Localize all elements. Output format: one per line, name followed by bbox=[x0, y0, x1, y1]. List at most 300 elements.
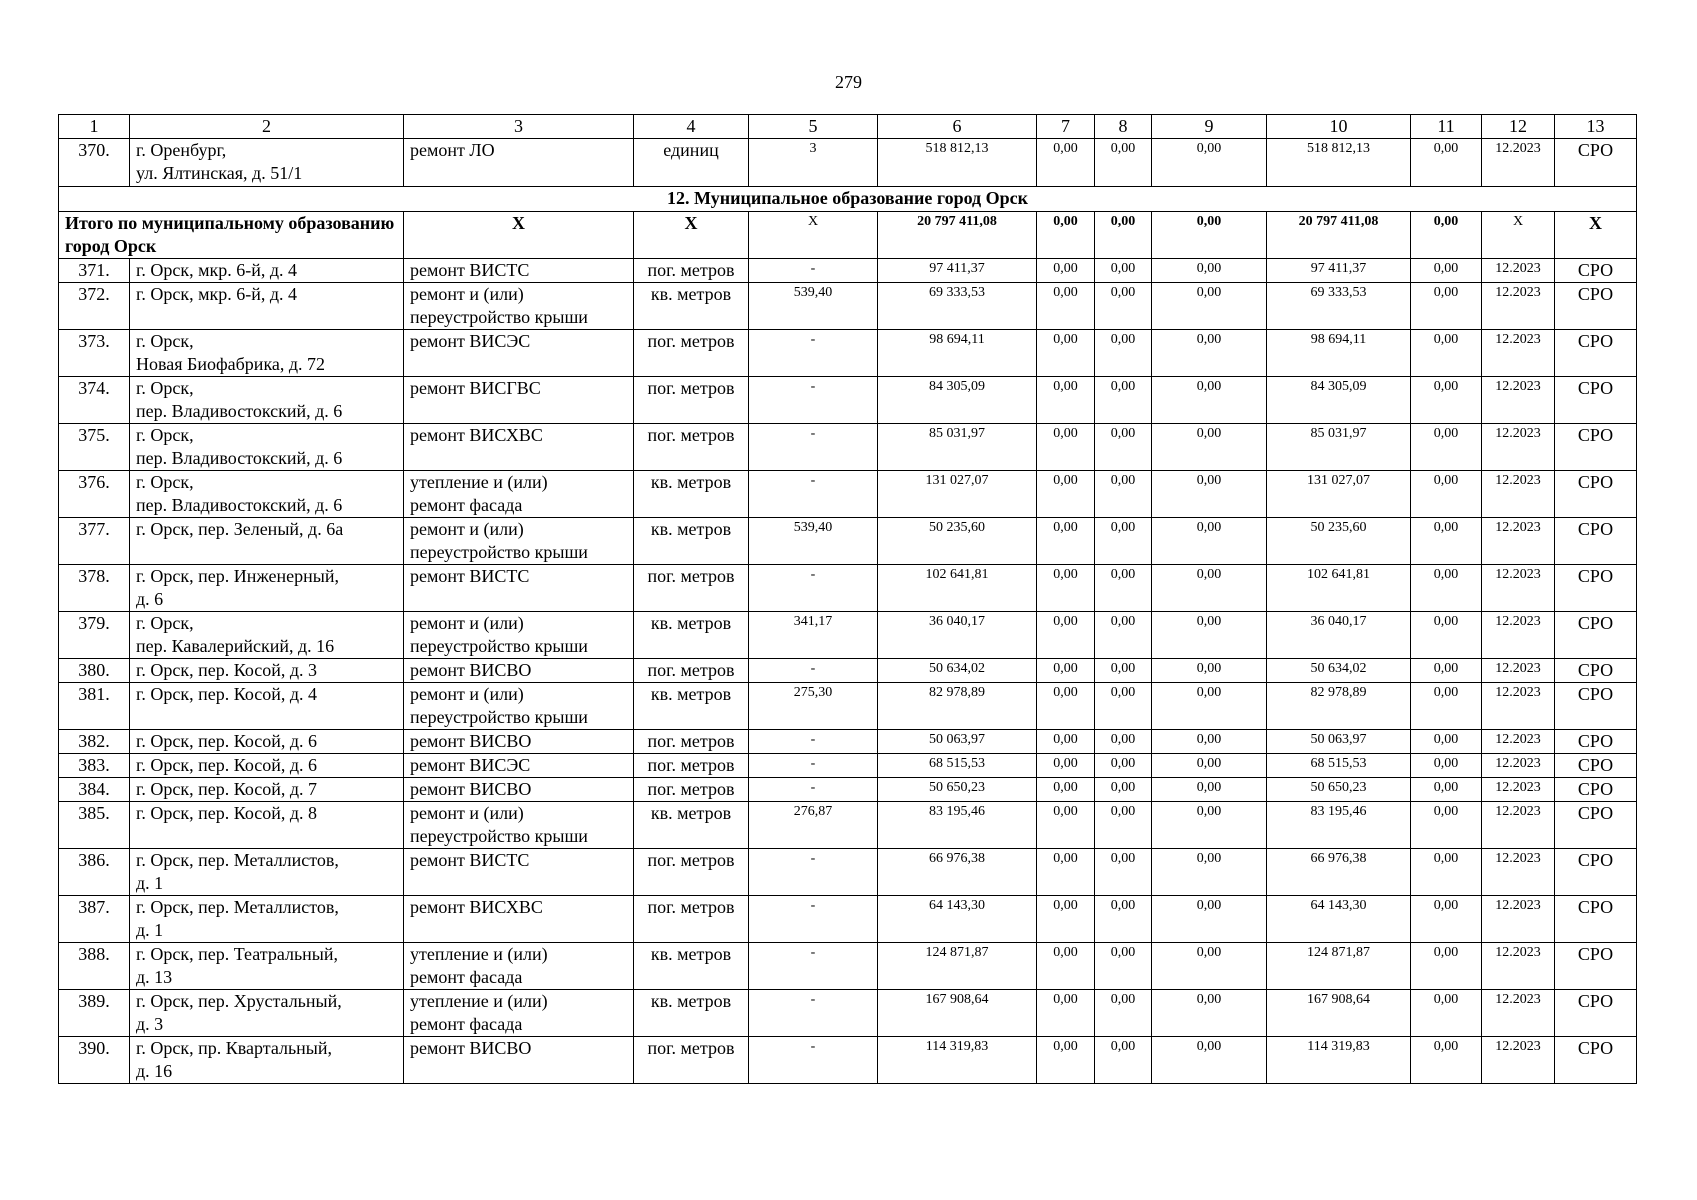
cost-total-cell: 97 411,37 bbox=[878, 259, 1037, 283]
work-type-cell: ремонт ВИСВО bbox=[404, 730, 634, 754]
quantity-cell: 276,87 bbox=[749, 802, 878, 849]
cost-cell: 0,00 bbox=[1411, 283, 1482, 330]
unit-cell: пог. метров bbox=[634, 1037, 749, 1084]
cost-cell: 0,00 bbox=[1037, 139, 1095, 187]
cost-cell: 85 031,97 bbox=[1267, 424, 1411, 471]
cost-cell: 0,00 bbox=[1411, 259, 1482, 283]
total-label: Итого по муниципальному образованию город Орск bbox=[59, 212, 404, 259]
completion-date-cell: 12.2023 bbox=[1482, 943, 1555, 990]
completion-date-cell: 12.2023 bbox=[1482, 802, 1555, 849]
cost-cell: 0,00 bbox=[1152, 896, 1267, 943]
row-index: 373. bbox=[59, 330, 130, 377]
total-cell: 0,00 bbox=[1411, 212, 1482, 259]
work-type-cell: ремонт и (или) переустройство крыши bbox=[404, 612, 634, 659]
cost-cell: 0,00 bbox=[1411, 330, 1482, 377]
quantity-cell: 275,30 bbox=[749, 683, 878, 730]
cost-cell: 0,00 bbox=[1037, 849, 1095, 896]
cost-total-cell: 66 976,38 bbox=[878, 849, 1037, 896]
cost-cell: 0,00 bbox=[1095, 471, 1152, 518]
completion-date-cell: 12.2023 bbox=[1482, 659, 1555, 683]
work-type-cell: ремонт и (или) переустройство крыши bbox=[404, 683, 634, 730]
column-number: 11 bbox=[1411, 115, 1482, 139]
table-row bbox=[59, 565, 1637, 612]
method-cell: СРО bbox=[1555, 849, 1637, 896]
cost-total-cell: 82 978,89 bbox=[878, 683, 1037, 730]
cost-cell: 0,00 bbox=[1095, 612, 1152, 659]
unit-cell: кв. метров bbox=[634, 802, 749, 849]
work-type-cell: ремонт ВИСЭС bbox=[404, 754, 634, 778]
table-row bbox=[59, 990, 1637, 1037]
unit-cell: пог. метров bbox=[634, 565, 749, 612]
unit-cell: кв. метров bbox=[634, 471, 749, 518]
cost-cell: 0,00 bbox=[1095, 943, 1152, 990]
completion-date-cell: 12.2023 bbox=[1482, 377, 1555, 424]
address-cell: г. Орск, пер. Косой, д. 4 bbox=[130, 683, 404, 730]
unit-cell: кв. метров bbox=[634, 612, 749, 659]
completion-date-cell: 12.2023 bbox=[1482, 518, 1555, 565]
unit-cell: пог. метров bbox=[634, 778, 749, 802]
cost-cell: 0,00 bbox=[1037, 943, 1095, 990]
method-cell: СРО bbox=[1555, 802, 1637, 849]
cost-cell: 0,00 bbox=[1411, 802, 1482, 849]
cost-cell: 0,00 bbox=[1152, 283, 1267, 330]
cost-cell: 0,00 bbox=[1095, 849, 1152, 896]
address-cell: г. Орск, пр. Квартальный, д. 16 bbox=[130, 1037, 404, 1084]
completion-date-cell: 12.2023 bbox=[1482, 565, 1555, 612]
quantity-cell: 3 bbox=[749, 139, 878, 187]
quantity-cell: - bbox=[749, 896, 878, 943]
cost-cell: 167 908,64 bbox=[1267, 990, 1411, 1037]
completion-date-cell: 12.2023 bbox=[1482, 330, 1555, 377]
row-index: 384. bbox=[59, 778, 130, 802]
cost-total-cell: 98 694,11 bbox=[878, 330, 1037, 377]
cost-cell: 0,00 bbox=[1095, 139, 1152, 187]
method-cell: СРО bbox=[1555, 471, 1637, 518]
total-cost-cell: 20 797 411,08 bbox=[878, 212, 1037, 259]
row-index: 377. bbox=[59, 518, 130, 565]
address-cell: г. Орск, пер. Косой, д. 3 bbox=[130, 659, 404, 683]
completion-date-cell: 12.2023 bbox=[1482, 283, 1555, 330]
method-cell: СРО bbox=[1555, 1037, 1637, 1084]
unit-cell: кв. метров bbox=[634, 283, 749, 330]
table-row bbox=[59, 659, 1637, 683]
address-cell: г. Орск, пер. Косой, д. 7 bbox=[130, 778, 404, 802]
cost-cell: 0,00 bbox=[1152, 849, 1267, 896]
cost-cell: 0,00 bbox=[1152, 612, 1267, 659]
cost-cell: 0,00 bbox=[1095, 896, 1152, 943]
row-index: 378. bbox=[59, 565, 130, 612]
total-cell: X bbox=[634, 212, 749, 259]
column-number: 1 bbox=[59, 115, 130, 139]
column-number: 8 bbox=[1095, 115, 1152, 139]
table-row bbox=[59, 139, 1637, 187]
work-type-cell: утепление и (или) ремонт фасада bbox=[404, 471, 634, 518]
quantity-cell: - bbox=[749, 849, 878, 896]
cost-cell: 0,00 bbox=[1037, 330, 1095, 377]
cost-cell: 0,00 bbox=[1037, 730, 1095, 754]
cost-cell: 0,00 bbox=[1095, 283, 1152, 330]
table-row bbox=[59, 471, 1637, 518]
cost-cell: 0,00 bbox=[1411, 943, 1482, 990]
cost-cell: 0,00 bbox=[1411, 896, 1482, 943]
cost-cell: 0,00 bbox=[1411, 990, 1482, 1037]
cost-cell: 0,00 bbox=[1152, 754, 1267, 778]
address-cell: г. Орск, пер. Косой, д. 6 bbox=[130, 754, 404, 778]
cost-cell: 0,00 bbox=[1152, 943, 1267, 990]
cost-cell: 82 978,89 bbox=[1267, 683, 1411, 730]
total-cell: X bbox=[1555, 212, 1637, 259]
cost-cell: 0,00 bbox=[1095, 565, 1152, 612]
cost-cell: 0,00 bbox=[1095, 802, 1152, 849]
cost-cell: 0,00 bbox=[1037, 283, 1095, 330]
completion-date-cell: 12.2023 bbox=[1482, 849, 1555, 896]
cost-total-cell: 518 812,13 bbox=[878, 139, 1037, 187]
page-number: 279 bbox=[835, 72, 862, 92]
table-row bbox=[59, 259, 1637, 283]
work-type-cell: утепление и (или) ремонт фасада bbox=[404, 943, 634, 990]
cost-total-cell: 50 235,60 bbox=[878, 518, 1037, 565]
table-row bbox=[59, 778, 1637, 802]
cost-cell: 0,00 bbox=[1095, 424, 1152, 471]
column-number: 13 bbox=[1555, 115, 1637, 139]
cost-cell: 0,00 bbox=[1152, 471, 1267, 518]
completion-date-cell: 12.2023 bbox=[1482, 471, 1555, 518]
unit-cell: пог. метров bbox=[634, 730, 749, 754]
cost-cell: 0,00 bbox=[1095, 659, 1152, 683]
cost-cell: 0,00 bbox=[1037, 259, 1095, 283]
total-cell: 0,00 bbox=[1095, 212, 1152, 259]
column-number: 9 bbox=[1152, 115, 1267, 139]
cost-cell: 0,00 bbox=[1411, 424, 1482, 471]
work-type-cell: ремонт ВИСВО bbox=[404, 778, 634, 802]
total-cell: X bbox=[404, 212, 634, 259]
cost-cell: 0,00 bbox=[1152, 424, 1267, 471]
column-number: 5 bbox=[749, 115, 878, 139]
cost-cell: 0,00 bbox=[1037, 424, 1095, 471]
cost-total-cell: 167 908,64 bbox=[878, 990, 1037, 1037]
cost-cell: 0,00 bbox=[1411, 849, 1482, 896]
cost-cell: 0,00 bbox=[1152, 730, 1267, 754]
work-type-cell: ремонт и (или) переустройство крыши bbox=[404, 802, 634, 849]
cost-cell: 0,00 bbox=[1411, 659, 1482, 683]
cost-total-cell: 83 195,46 bbox=[878, 802, 1037, 849]
total-cell: X bbox=[749, 212, 878, 259]
cost-cell: 0,00 bbox=[1037, 612, 1095, 659]
cost-cell: 0,00 bbox=[1152, 377, 1267, 424]
cost-cell: 36 040,17 bbox=[1267, 612, 1411, 659]
completion-date-cell: 12.2023 bbox=[1482, 990, 1555, 1037]
address-cell: г. Орск, пер. Металлистов, д. 1 bbox=[130, 849, 404, 896]
unit-cell: пог. метров bbox=[634, 754, 749, 778]
unit-cell: пог. метров bbox=[634, 896, 749, 943]
total-cell: 0,00 bbox=[1037, 212, 1095, 259]
cost-cell: 0,00 bbox=[1095, 683, 1152, 730]
cost-cell: 83 195,46 bbox=[1267, 802, 1411, 849]
column-number: 2 bbox=[130, 115, 404, 139]
row-index: 385. bbox=[59, 802, 130, 849]
quantity-cell: 539,40 bbox=[749, 518, 878, 565]
cost-cell: 0,00 bbox=[1037, 990, 1095, 1037]
cost-cell: 0,00 bbox=[1037, 518, 1095, 565]
address-cell: г. Орск, мкр. 6-й, д. 4 bbox=[130, 283, 404, 330]
cost-cell: 114 319,83 bbox=[1267, 1037, 1411, 1084]
unit-cell: пог. метров bbox=[634, 659, 749, 683]
method-cell: СРО bbox=[1555, 730, 1637, 754]
cost-cell: 66 976,38 bbox=[1267, 849, 1411, 896]
cost-cell: 0,00 bbox=[1095, 330, 1152, 377]
method-cell: СРО bbox=[1555, 896, 1637, 943]
quantity-cell: - bbox=[749, 754, 878, 778]
cost-total-cell: 114 319,83 bbox=[878, 1037, 1037, 1084]
address-cell: г. Оренбург, ул. Ялтинская, д. 51/1 bbox=[130, 139, 404, 187]
cost-cell: 0,00 bbox=[1095, 990, 1152, 1037]
cost-cell: 0,00 bbox=[1152, 683, 1267, 730]
address-cell: г. Орск, пер. Владивостокский, д. 6 bbox=[130, 377, 404, 424]
row-index: 389. bbox=[59, 990, 130, 1037]
cost-cell: 0,00 bbox=[1095, 377, 1152, 424]
method-cell: СРО bbox=[1555, 778, 1637, 802]
unit-cell: пог. метров bbox=[634, 330, 749, 377]
cost-cell: 0,00 bbox=[1411, 139, 1482, 187]
cost-cell: 0,00 bbox=[1152, 659, 1267, 683]
unit-cell: кв. метров bbox=[634, 683, 749, 730]
address-cell: г. Орск, пер. Инженерный, д. 6 bbox=[130, 565, 404, 612]
work-type-cell: ремонт ВИСХВС bbox=[404, 896, 634, 943]
row-index: 382. bbox=[59, 730, 130, 754]
row-index: 372. bbox=[59, 283, 130, 330]
unit-cell: кв. метров bbox=[634, 518, 749, 565]
cost-total-cell: 68 515,53 bbox=[878, 754, 1037, 778]
cost-cell: 0,00 bbox=[1037, 659, 1095, 683]
work-type-cell: ремонт ЛО bbox=[404, 139, 634, 187]
method-cell: СРО bbox=[1555, 283, 1637, 330]
cost-cell: 0,00 bbox=[1095, 1037, 1152, 1084]
column-number: 10 bbox=[1267, 115, 1411, 139]
quantity-cell: - bbox=[749, 730, 878, 754]
cost-cell: 98 694,11 bbox=[1267, 330, 1411, 377]
cost-cell: 84 305,09 bbox=[1267, 377, 1411, 424]
work-type-cell: ремонт ВИСХВС bbox=[404, 424, 634, 471]
cost-cell: 102 641,81 bbox=[1267, 565, 1411, 612]
cost-cell: 0,00 bbox=[1411, 778, 1482, 802]
cost-cell: 0,00 bbox=[1095, 754, 1152, 778]
cost-total-cell: 50 063,97 bbox=[878, 730, 1037, 754]
cost-total-cell: 102 641,81 bbox=[878, 565, 1037, 612]
table-row bbox=[59, 943, 1637, 990]
table-row bbox=[59, 424, 1637, 471]
row-index: 379. bbox=[59, 612, 130, 659]
row-index: 370. bbox=[59, 139, 130, 187]
cost-cell: 0,00 bbox=[1411, 730, 1482, 754]
quantity-cell: - bbox=[749, 943, 878, 990]
quantity-cell: - bbox=[749, 330, 878, 377]
work-type-cell: ремонт ВИСВО bbox=[404, 659, 634, 683]
method-cell: СРО bbox=[1555, 518, 1637, 565]
work-type-cell: ремонт ВИСВО bbox=[404, 1037, 634, 1084]
table-row bbox=[59, 1037, 1637, 1084]
quantity-cell: - bbox=[749, 424, 878, 471]
table-row bbox=[59, 518, 1637, 565]
total-row bbox=[59, 212, 1637, 259]
cost-total-cell: 84 305,09 bbox=[878, 377, 1037, 424]
cost-cell: 0,00 bbox=[1411, 1037, 1482, 1084]
total-cell: X bbox=[1482, 212, 1555, 259]
method-cell: СРО bbox=[1555, 754, 1637, 778]
address-cell: г. Орск, пер. Хрустальный, д. 3 bbox=[130, 990, 404, 1037]
cost-cell: 0,00 bbox=[1152, 1037, 1267, 1084]
cost-cell: 0,00 bbox=[1411, 377, 1482, 424]
cost-cell: 0,00 bbox=[1037, 471, 1095, 518]
method-cell: СРО bbox=[1555, 943, 1637, 990]
cost-cell: 0,00 bbox=[1152, 518, 1267, 565]
column-number: 7 bbox=[1037, 115, 1095, 139]
unit-cell: пог. метров bbox=[634, 377, 749, 424]
cost-cell: 0,00 bbox=[1152, 990, 1267, 1037]
row-index: 371. bbox=[59, 259, 130, 283]
cost-cell: 50 063,97 bbox=[1267, 730, 1411, 754]
cost-cell: 0,00 bbox=[1411, 518, 1482, 565]
cost-total-cell: 131 027,07 bbox=[878, 471, 1037, 518]
work-type-cell: ремонт ВИСТС bbox=[404, 849, 634, 896]
completion-date-cell: 12.2023 bbox=[1482, 754, 1555, 778]
completion-date-cell: 12.2023 bbox=[1482, 139, 1555, 187]
cost-cell: 0,00 bbox=[1095, 778, 1152, 802]
cost-total-cell: 50 634,02 bbox=[878, 659, 1037, 683]
row-index: 390. bbox=[59, 1037, 130, 1084]
address-cell: г. Орск, мкр. 6-й, д. 4 bbox=[130, 259, 404, 283]
completion-date-cell: 12.2023 bbox=[1482, 778, 1555, 802]
table-row bbox=[59, 330, 1637, 377]
cost-cell: 0,00 bbox=[1152, 259, 1267, 283]
cost-cell: 0,00 bbox=[1152, 330, 1267, 377]
method-cell: СРО bbox=[1555, 424, 1637, 471]
cost-cell: 124 871,87 bbox=[1267, 943, 1411, 990]
cost-cell: 0,00 bbox=[1037, 754, 1095, 778]
completion-date-cell: 12.2023 bbox=[1482, 730, 1555, 754]
cost-cell: 0,00 bbox=[1037, 565, 1095, 612]
row-index: 374. bbox=[59, 377, 130, 424]
quantity-cell: - bbox=[749, 471, 878, 518]
cost-cell: 0,00 bbox=[1152, 778, 1267, 802]
cost-total-cell: 124 871,87 bbox=[878, 943, 1037, 990]
work-type-cell: ремонт и (или) переустройство крыши bbox=[404, 283, 634, 330]
unit-cell: кв. метров bbox=[634, 943, 749, 990]
row-index: 386. bbox=[59, 849, 130, 896]
column-number: 4 bbox=[634, 115, 749, 139]
quantity-cell: - bbox=[749, 565, 878, 612]
work-schedule-table bbox=[58, 114, 1637, 1084]
quantity-cell: - bbox=[749, 1037, 878, 1084]
cost-cell: 0,00 bbox=[1152, 802, 1267, 849]
section-title: 12. Муниципальное образование город Орск bbox=[59, 187, 1637, 212]
work-type-cell: ремонт ВИСЭС bbox=[404, 330, 634, 377]
address-cell: г. Орск, пер. Зеленый, д. 6а bbox=[130, 518, 404, 565]
completion-date-cell: 12.2023 bbox=[1482, 1037, 1555, 1084]
cost-cell: 97 411,37 bbox=[1267, 259, 1411, 283]
cost-cell: 50 650,23 bbox=[1267, 778, 1411, 802]
row-index: 387. bbox=[59, 896, 130, 943]
method-cell: СРО bbox=[1555, 330, 1637, 377]
quantity-cell: - bbox=[749, 659, 878, 683]
cost-cell: 0,00 bbox=[1411, 612, 1482, 659]
work-type-cell: утепление и (или) ремонт фасада bbox=[404, 990, 634, 1037]
column-numbers-row bbox=[59, 115, 1637, 139]
completion-date-cell: 12.2023 bbox=[1482, 424, 1555, 471]
address-cell: г. Орск, пер. Металлистов, д. 1 bbox=[130, 896, 404, 943]
unit-cell: пог. метров bbox=[634, 259, 749, 283]
unit-cell: пог. метров bbox=[634, 424, 749, 471]
cost-total-cell: 50 650,23 bbox=[878, 778, 1037, 802]
unit-cell: пог. метров bbox=[634, 849, 749, 896]
method-cell: СРО bbox=[1555, 259, 1637, 283]
cost-cell: 0,00 bbox=[1037, 1037, 1095, 1084]
unit-cell: кв. метров bbox=[634, 990, 749, 1037]
table-row bbox=[59, 802, 1637, 849]
cost-cell: 0,00 bbox=[1411, 754, 1482, 778]
table-row bbox=[59, 283, 1637, 330]
method-cell: СРО bbox=[1555, 659, 1637, 683]
completion-date-cell: 12.2023 bbox=[1482, 259, 1555, 283]
cost-cell: 0,00 bbox=[1037, 778, 1095, 802]
row-index: 381. bbox=[59, 683, 130, 730]
cost-cell: 69 333,53 bbox=[1267, 283, 1411, 330]
row-index: 388. bbox=[59, 943, 130, 990]
work-type-cell: ремонт и (или) переустройство крыши bbox=[404, 518, 634, 565]
address-cell: г. Орск, пер. Косой, д. 6 bbox=[130, 730, 404, 754]
cost-cell: 0,00 bbox=[1095, 730, 1152, 754]
quantity-cell: - bbox=[749, 990, 878, 1037]
table-row bbox=[59, 730, 1637, 754]
cost-cell: 0,00 bbox=[1037, 683, 1095, 730]
cost-cell: 0,00 bbox=[1037, 377, 1095, 424]
unit-cell: единиц bbox=[634, 139, 749, 187]
cost-total-cell: 85 031,97 bbox=[878, 424, 1037, 471]
cost-cell: 50 235,60 bbox=[1267, 518, 1411, 565]
cost-total-cell: 64 143,30 bbox=[878, 896, 1037, 943]
cost-cell: 518 812,13 bbox=[1267, 139, 1411, 187]
method-cell: СРО bbox=[1555, 612, 1637, 659]
cost-cell: 0,00 bbox=[1095, 518, 1152, 565]
cost-cell: 0,00 bbox=[1411, 683, 1482, 730]
total-cell: 0,00 bbox=[1152, 212, 1267, 259]
quantity-cell: - bbox=[749, 259, 878, 283]
completion-date-cell: 12.2023 bbox=[1482, 683, 1555, 730]
row-index: 376. bbox=[59, 471, 130, 518]
method-cell: СРО bbox=[1555, 683, 1637, 730]
address-cell: г. Орск, пер. Кавалерийский, д. 16 bbox=[130, 612, 404, 659]
quantity-cell: - bbox=[749, 778, 878, 802]
column-number: 12 bbox=[1482, 115, 1555, 139]
method-cell: СРО bbox=[1555, 990, 1637, 1037]
cost-cell: 64 143,30 bbox=[1267, 896, 1411, 943]
column-number: 3 bbox=[404, 115, 634, 139]
cost-cell: 0,00 bbox=[1152, 139, 1267, 187]
quantity-cell: 341,17 bbox=[749, 612, 878, 659]
work-type-cell: ремонт ВИСГВС bbox=[404, 377, 634, 424]
cost-cell: 131 027,07 bbox=[1267, 471, 1411, 518]
work-type-cell: ремонт ВИСТС bbox=[404, 565, 634, 612]
column-number: 6 bbox=[878, 115, 1037, 139]
completion-date-cell: 12.2023 bbox=[1482, 896, 1555, 943]
section-header-row bbox=[59, 187, 1637, 212]
address-cell: г. Орск, пер. Владивостокский, д. 6 bbox=[130, 424, 404, 471]
row-index: 380. bbox=[59, 659, 130, 683]
row-index: 375. bbox=[59, 424, 130, 471]
cost-cell: 0,00 bbox=[1152, 565, 1267, 612]
table-row bbox=[59, 612, 1637, 659]
cost-cell: 0,00 bbox=[1095, 259, 1152, 283]
table-row bbox=[59, 683, 1637, 730]
